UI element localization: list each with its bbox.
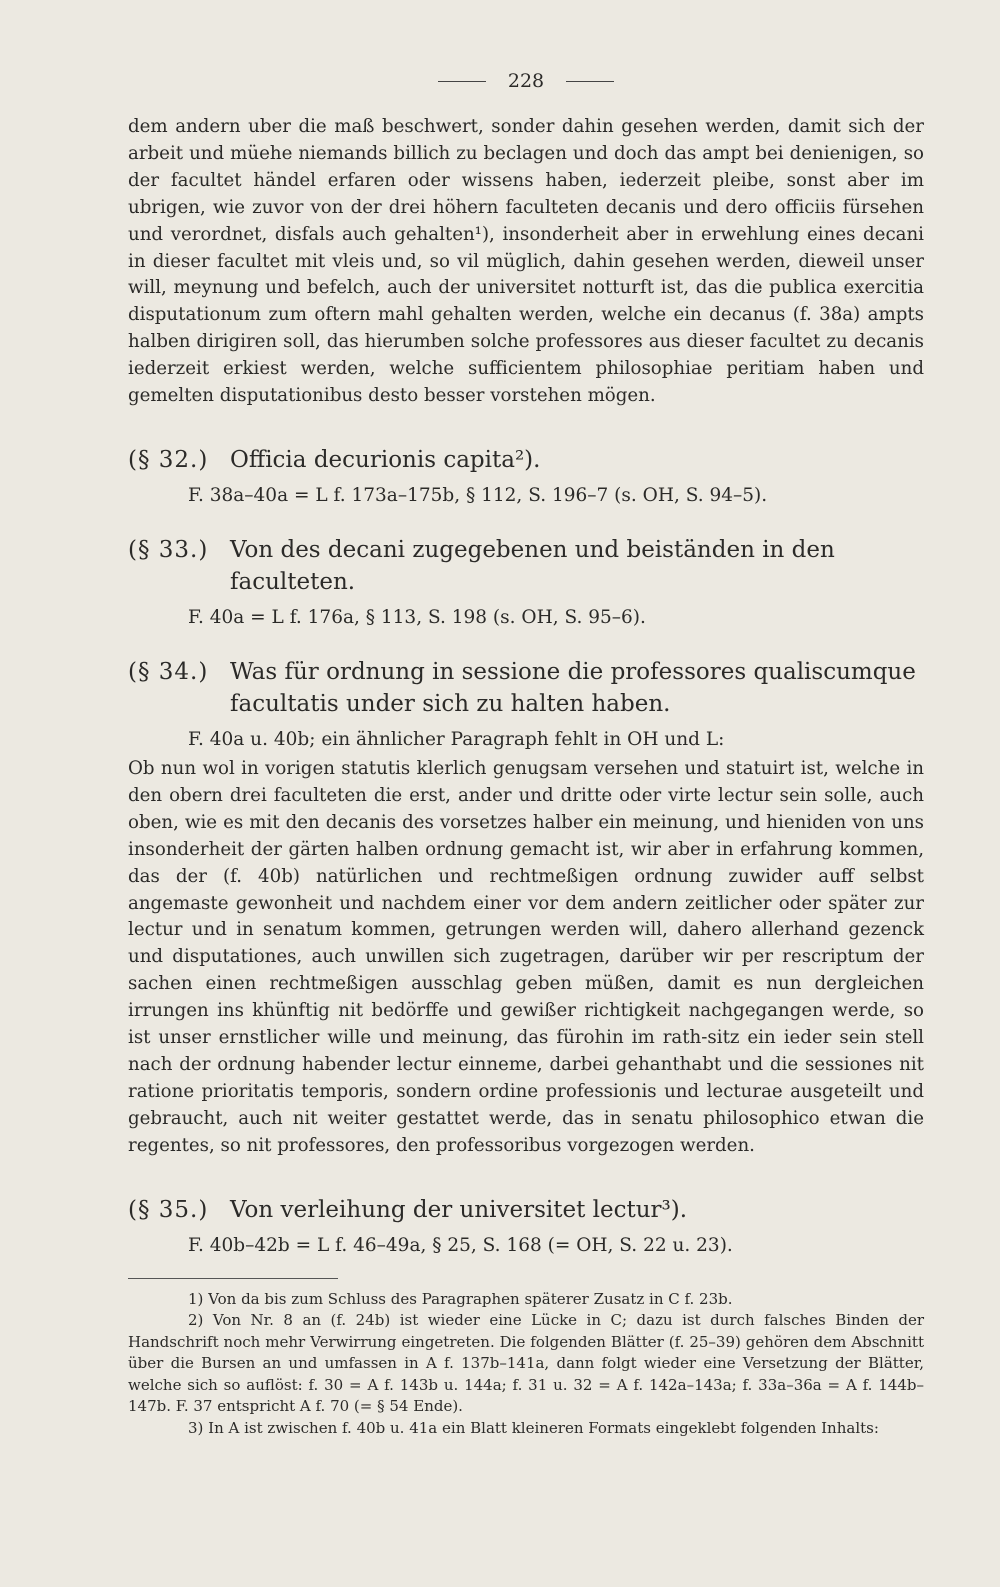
footnote-1: 1) Von da bis zum Schluss des Paragraphen späterer Zusatz in C f. 23b.: [188, 1289, 733, 1308]
section-reference: F. 40b–42b = L f. 46–49a, § 25, S. 168 (= OH, S. 22 u. 23).: [188, 1234, 733, 1256]
section-heading: [128, 656, 924, 720]
section-title: Was für ordnung in sessione die professores qualiscumque facultatis under sich zu halten haben.: [230, 658, 916, 717]
section-number: (§ 33.): [128, 536, 209, 563]
footnote-separator: [128, 1278, 338, 1279]
section-32: [128, 444, 924, 510]
section-title: Von des decani zugegebenen und beiständen in den faculteten.: [230, 536, 835, 595]
section-heading: [128, 1194, 924, 1226]
section-number: (§ 35.): [128, 1196, 209, 1223]
intro-paragraph: dem andern uber die maß beschwert, sonder dahin gesehen werden, damit sich der arbeit und müehe niemands billich zu beclagen und doch das ampt bei denienigen, so der facultet händel erfaren oder wissens haben, iederzeit pleibe, sonst aber im ubrigen, wie zuvor von der drei höhern faculteten decanis und dero officiis fürsehen und verordnet, disfals auch gehalten¹), insonderheit aber in erwehlung eines decani in dieser facultet mit vleis und, so vil müglich, dahin gesehen werden, dieweil unser will, meynung und befelch, auch der universitet notturft ist, das die publica exercitia disputationum zum oftern mahl gehalten werden, welche ein decanus (f. 38a) ampts halben dirigiren soll, das hierumben solche professores aus dieser facultet zu decanis iederzeit erkiest werden, welche sufficientem philosophiae peritiam haben und gemelten disputationibus desto besser vorstehen mögen.: [128, 116, 924, 407]
section-body: Ob nun wol in vorigen statutis klerlich genugsam versehen und statuirt ist, welche in den obern drei faculteten die erst, ander und dritte oder virte lectur sein solle, auch oben, wie es mit den decanis des vorsetzes halber ein meinung, und hieniden von uns insonderheit der gärten halben ordnung gemacht ist, wir aber in erfahrung kommen, das der (f. 40b) natürlichen und rechtmeßigen ordnung zuwider auff selbst angemaste gewonheit und nachdem einer vor dem andern zeitlicher oder später zur lectur und in senatum kommen, getrungen werden will, dahero allerhand gezenck und disputationes, auch unwillen sich zugetragen, darüber wir per rescriptum der sachen einen rechtmeßigen ausschlag geben müßen, damit es nun dergleichen irrungen ins khünftig nit bedörffe und gewißer richtigkeit nachgegangen werde, so ist unser ernstlicher wille und meinung, das fürohin im rath-sitz ein ieder sein stell nach der ordnung habender lectur einneme, darbei gehanthabt und die sessiones nit ratione prioritatis temporis, sondern ordine professionis und lecturae ausgeteilt und gebraucht, auch nit weiter gestattet werde, das in senatu philosophico etwan die regentes, so nit professores, den professoribus vorgezogen werden.: [128, 757, 924, 1156]
page-number-row: [128, 70, 924, 92]
section-title: Officia decurionis capita²).: [230, 446, 541, 473]
footnote-2: 2) Von Nr. 8 an (f. 24b) ist wieder eine Lücke in C; dazu ist durch falsches Binden der Handschrift noch mehr Verwirrung eingetreten. Die folgenden Blätter (f. 25–39) gehören dem Abschnitt über die Bursen an und umfassen in A f. 137b–141a, dann folgt wieder eine Versetzung der Blätter, welche sich so auflöst: f. 30 = A f. 143b u. 144a; f. 31 u. 32 = A f. 142a–143a; f. 33a–36a = A f. 144b–147b. F. 37 entspricht A f. 70 (= § 54 Ende).: [128, 1311, 924, 1416]
page-number-dash-left: [438, 81, 486, 82]
section-reference: F. 38a–40a = L f. 173a–175b, § 112, S. 196–7 (s. OH, S. 94–5).: [188, 484, 768, 506]
section-35: [128, 1194, 924, 1260]
section-title: Von verleihung der universitet lectur³).: [230, 1196, 688, 1223]
section-heading: [128, 444, 924, 476]
page-number: 228: [507, 70, 545, 92]
page-number-dash-right: [566, 81, 614, 82]
section-33: [128, 534, 924, 632]
section-reference: F. 40a u. 40b; ein ähnlicher Paragraph fehlt in OH und L:: [188, 728, 725, 750]
section-34: [128, 656, 924, 1160]
section-heading: [128, 534, 924, 598]
footnote-3: 3) In A ist zwischen f. 40b u. 41a ein Blatt kleineren Formats eingeklebt folgenden Inhalts:: [188, 1418, 879, 1437]
footnotes: [128, 1289, 924, 1440]
section-number: (§ 34.): [128, 658, 209, 685]
section-reference: F. 40a = L f. 176a, § 113, S. 198 (s. OH, S. 95–6).: [188, 606, 646, 628]
section-number: (§ 32.): [128, 446, 209, 473]
